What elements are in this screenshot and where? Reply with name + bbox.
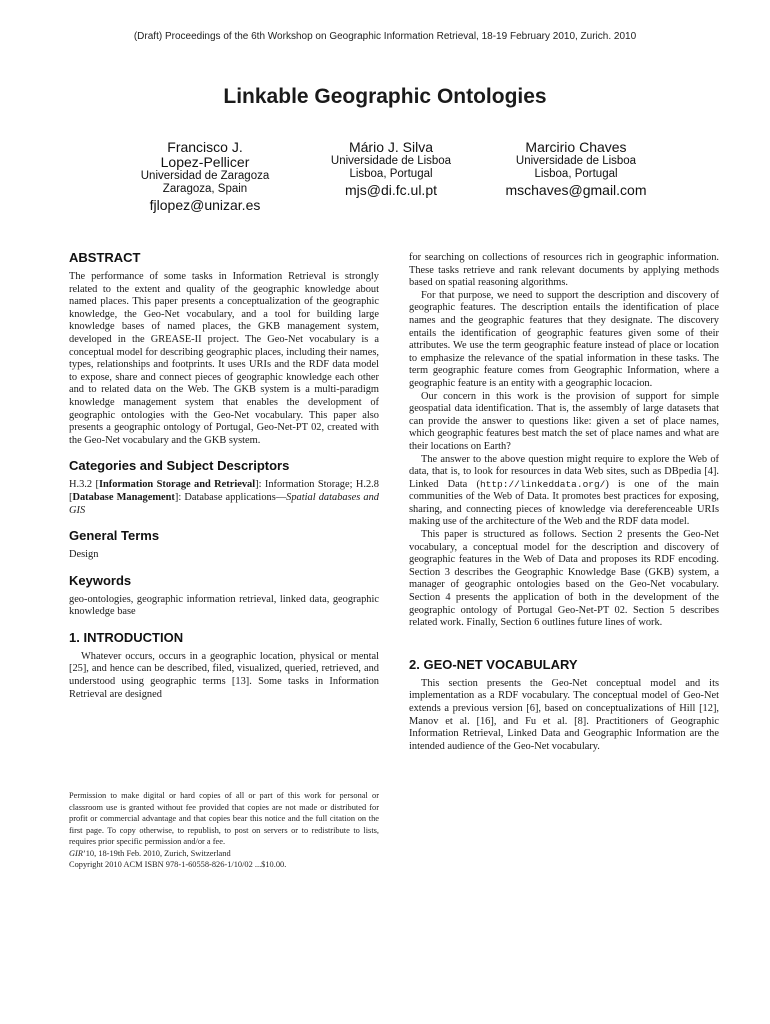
introduction-paragraph: This paper is structured as follows. Section 2 presents the Geo-Net vocabulary, a conceptual model for the description and discovery of geographic features in the Web of Data and proposes its RDF encoding. Section 3 describes the Geographic Knowledge Base (GKB) system, a manager of geographic ontologies based on the Geo-Net vocabulary. Section 4 presents the application of both in the development of the geographic ontology of Portugal Geo-Net-PT 02. Section 5 describes related work. Finally, Section 6 outlines future lines of work. <box>409 529 719 629</box>
author-location: Lisboa, Portugal <box>349 168 433 180</box>
section-2-heading: 2. GEO-NET VOCABULARY <box>409 656 578 672</box>
author-email: mschaves@gmail.com <box>505 182 647 198</box>
author-affiliation: Universidade de Lisboa <box>330 155 452 167</box>
author-block <box>0 140 770 220</box>
proceedings-header: (Draft) Proceedings of the 6th Workshop on Geographic Information Retrieval, 18-19 February 2010, Zurich. 2010 <box>133 31 637 42</box>
abstract-text: The performance of some tasks in Information Retrieval is strongly related to the extent and quality of the geographic knowledge about named places. This paper presents a conceptualization of the geographic knowledge, the Geo-Net vocabulary, and a tool for building large knowledge bases of named places, the GKB management system, developed in the GREASE-II project. The Geo-Net vocabulary is a conceptual model for describing geographic places, including their names, types, relationships and footprints. It uses URIs and the RDF data model to expose, share and connect pieces of geographic knowledge each other and to related data on the Web. The GKB system is a multi-paradigm knowledge management system that enables the development of geographic ontologies with the Geo-Net vocabulary. This paper also presents a geographic ontology of Portugal, Geo-Net-PT 02, created with the Geo-Net vocabulary and the GKB system. <box>69 271 379 446</box>
author-location: Lisboa, Portugal <box>534 168 618 180</box>
introduction-heading: 1. INTRODUCTION <box>69 629 184 645</box>
general-terms-text: Design <box>69 549 99 561</box>
introduction-paragraph-continued: for searching on collections of resources rich in geographic information. These tasks retrieve and rank relevant documents by applying methods based on spatial reasoning algorithms. <box>409 252 719 289</box>
paper-title: Linkable Geographic Ontologies <box>223 85 547 108</box>
categories-text: H.3.2 [Information Storage and Retrieval]: Information Storage; H.2.8 [Database Management]: Database applications—Spatial databases and GIS <box>69 479 379 516</box>
permission-text: Permission to make digital or hard copies of all or part of this work for personal or classroom use is granted without fee provided that copies are not made or distributed for profit or commercial advantage and that copies bear this notice and the full citation on the first page. To copy otherwise, to republish, to post on servers or to redistribute to lists, requires prior specific permission and/or a fee. <box>69 791 379 846</box>
permission-footnote <box>69 790 379 871</box>
author-name: Lopez-Pellicer <box>160 154 250 170</box>
author-3 <box>466 140 686 199</box>
author-email: mjs@di.fc.ul.pt <box>344 182 437 198</box>
author-location: Zaragoza, Spain <box>162 183 248 195</box>
author-affiliation: Universidad de Zaragoza <box>140 170 270 182</box>
keywords-text: geo-ontologies, geographic information retrieval, linked data, geographic knowledge base <box>69 593 379 618</box>
author-name: Mário J. Silva <box>348 139 434 155</box>
author-name: Francisco J. <box>167 139 243 155</box>
abstract-heading: ABSTRACT <box>69 250 141 265</box>
section-2-paragraph: This section presents the Geo-Net conceptual model and its implementation as a RDF vocabulary. The conceptual model of Geo-Net extends a previous version [6], based on conceptualizations of Hill [12], Manov et al. [16], and Fu et al. [8]. Practitioners of Geographic Information Retrieval, Linked Data and Geographic Information are the intended audience of the Geo-Net vocabulary. <box>409 677 719 752</box>
general-terms-heading: General Terms <box>69 528 160 544</box>
venue-line: GIR’10, 18-19th Feb. 2010, Zurich, Switzerland <box>69 848 231 858</box>
introduction-paragraph: Whatever occurs, occurs in a geographic location, physical or mental [25], and hence can be described, filed, visualized, queried, retrieved, and understood using geographic terms [13]. Some tasks in Information Retrieval are designed <box>69 650 379 700</box>
introduction-paragraph: Our concern in this work is the provision of support for simple geospatial data identification. That is, the assembly of large datasets that can provide the answer to questions like: given a set of place names, which geographic features best match the set of place names and what are their locations on Earth? <box>409 390 719 452</box>
left-column <box>69 250 379 701</box>
author-email: fjlopez@unizar.es <box>149 197 261 213</box>
copyright-line: Copyright 2010 ACM ISBN 978-1-60558-826-1/10/02 ...$10.00. <box>69 860 287 869</box>
introduction-paragraph: For that purpose, we need to support the description and discovery of geographic features. The description entails the identification of place names and the geographic features that they designate. The discovery entails the identification of geographic features given some of their attributes. We use the term geographic feature instead of place or location to emphasize the relevance of the spatial information in these tasks. The term geographic feature comes from Geographic Information, where a geographic feature is an entity with a geographic locacion. <box>409 289 719 389</box>
categories-heading: Categories and Subject Descriptors <box>69 458 290 474</box>
right-column <box>409 252 719 753</box>
linked-data-url[interactable]: http://linkeddata.org/ <box>479 478 606 490</box>
author-affiliation: Universidade de Lisboa <box>515 155 637 167</box>
author-name: Marcirio Chaves <box>525 139 627 155</box>
introduction-paragraph: The answer to the above question might require to explore the Web of data, that is, to look for resources in data Web sites, such as DBpedia [4]. Linked Data (http://linkeddata.org/) is one of the main communities of the Web of Data. It promotes best practices for exposing, sharing, and connecting pieces of knowledge via dereferenceable URIs making use of the architecture of the Web and the RDF data model. <box>409 453 719 528</box>
keywords-heading: Keywords <box>69 572 132 588</box>
